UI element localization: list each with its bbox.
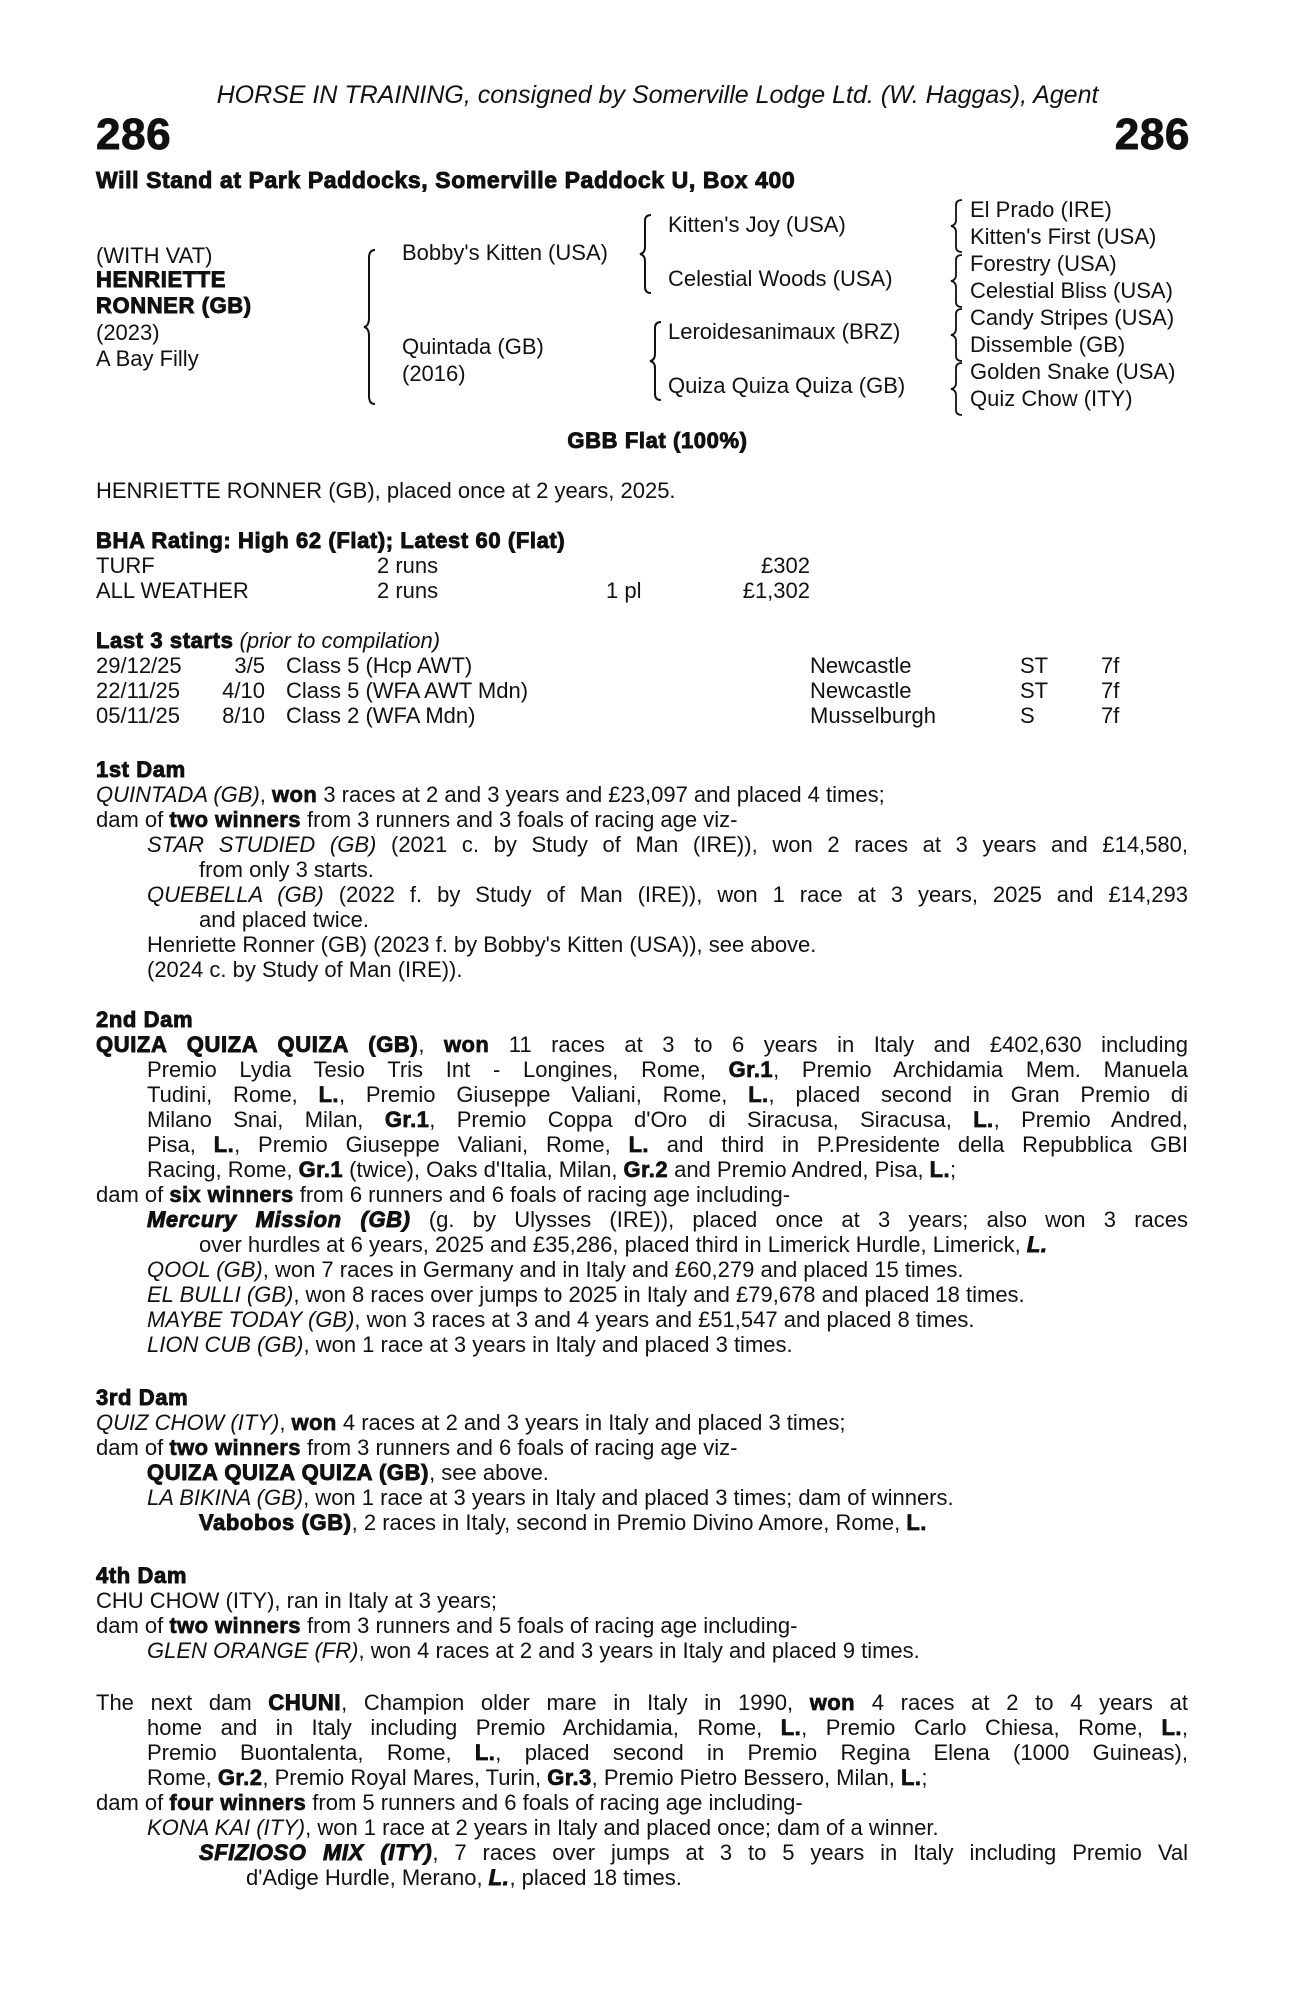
text-segment: , Premio Coppa d'Oro di Siracusa, Siracusa, <box>429 1107 974 1132</box>
progeny-line <box>96 957 1188 982</box>
gen3-brace-3 <box>950 307 964 363</box>
start-going: S <box>1020 703 1035 728</box>
text-segment: QUIZA QUIZA QUIZA (GB) <box>147 1460 430 1485</box>
text-segment: won <box>291 1410 337 1435</box>
gen3-brace-4 <box>950 361 964 417</box>
text-segment: Henriette Ronner (GB) (2023 f. by Bobby's Kitten (USA)), see above. <box>147 932 817 957</box>
text-segment: ; <box>921 1765 928 1790</box>
text-segment: two winners <box>169 1613 301 1638</box>
text-segment: , won 1 race at 3 years in Italy and placed 3 times; dam of winners. <box>303 1485 954 1510</box>
text-segment: L. <box>488 1865 510 1890</box>
text-segment: , placed second in Premio Regina Elena (1000 Guineas), <box>495 1740 1188 1765</box>
progeny-line <box>96 1510 1188 1535</box>
text-segment: dam of <box>96 1613 170 1638</box>
start-distance: 7f <box>1101 703 1120 728</box>
gen3-forestry: Forestry (USA) <box>970 251 1117 276</box>
dam-line-cont <box>96 1157 1188 1182</box>
gen3-kittens-first: Kitten's First (USA) <box>970 224 1157 249</box>
progeny-line <box>96 1815 1188 1840</box>
text-segment: two winners <box>169 807 301 832</box>
text-segment: , Premio Pietro Bessero, Milan, <box>591 1765 901 1790</box>
text-segment: Gr.1 <box>728 1057 774 1082</box>
text-segment: L. <box>628 1132 649 1157</box>
text-segment: dam of <box>96 1790 170 1815</box>
text-segment: L. <box>1026 1232 1048 1257</box>
text-segment: Gr.2 <box>217 1765 263 1790</box>
lot-number-left: 286 <box>96 110 172 159</box>
dam-line-cont <box>96 1107 1188 1132</box>
dam-line <box>96 1790 1188 1815</box>
progeny-line <box>96 1840 1188 1865</box>
text-segment: (2021 c. by Study of Man (IRE)), won 2 races at 3 years and £14,580, <box>376 832 1188 857</box>
text-segment: (2022 f. by Study of Man (IRE)), won 1 race at 3 years, 2025 and £14,293 <box>323 882 1188 907</box>
gen3-golden-snake: Golden Snake (USA) <box>970 359 1176 384</box>
progeny-line-cont <box>96 907 1188 932</box>
text-segment: and Premio Andred, Pisa, <box>667 1157 930 1182</box>
text-segment: won <box>809 1690 855 1715</box>
text-segment: two winners <box>169 1435 301 1460</box>
text-segment: EL BULLI (GB) <box>147 1282 294 1307</box>
text-segment: , Premio Giuseppe Valiani, Rome, <box>338 1082 749 1107</box>
text-segment: The next dam <box>96 1690 269 1715</box>
rating-runs: 2 runs <box>377 578 439 603</box>
dam-line <box>96 1435 1188 1460</box>
text-segment: (2024 c. by Study of Man (IRE)). <box>147 957 463 982</box>
first-dam-section <box>96 757 1188 982</box>
text-segment: , <box>418 1032 444 1057</box>
text-segment: L. <box>906 1510 927 1535</box>
text-segment: six winners <box>169 1182 294 1207</box>
text-segment: KONA KAI (ITY) <box>147 1815 306 1840</box>
progeny-line <box>96 1485 1188 1510</box>
sire-sire: Kitten's Joy (USA) <box>668 212 846 237</box>
dam-line <box>96 782 1188 807</box>
next-dam-section <box>96 1690 1188 1890</box>
progeny-line <box>96 1282 1188 1307</box>
start-race: Class 2 (WFA Mdn) <box>286 703 476 728</box>
dam-sire: Leroidesanimaux (BRZ) <box>668 319 901 344</box>
horse-year: (2023) <box>96 320 160 345</box>
progeny-line-cont <box>96 1865 1188 1890</box>
text-segment: , <box>259 782 273 807</box>
text-segment: home and in Italy including Premio Archidamia, Rome, <box>147 1715 781 1740</box>
rating-surface: TURF <box>96 553 155 578</box>
text-segment: four winners <box>169 1790 307 1815</box>
text-segment: L. <box>973 1107 994 1132</box>
progeny-line <box>96 1638 1188 1663</box>
progeny-line-cont <box>96 1232 1188 1257</box>
lot-number-right: 286 <box>1114 110 1190 159</box>
text-segment: , see above. <box>429 1460 549 1485</box>
text-segment: , won 1 race at 3 years in Italy and placed 3 times. <box>303 1332 793 1357</box>
rating-surface: ALL WEATHER <box>96 578 249 603</box>
text-segment: QUIZ CHOW (ITY) <box>96 1410 280 1435</box>
dam-line <box>96 1182 1188 1207</box>
consignor-line: HORSE IN TRAINING, consigned by Somerville Lodge Ltd. (W. Haggas), Agent <box>216 81 1099 109</box>
text-segment: , won 1 race at 2 years in Italy and placed once; dam of a winner. <box>305 1815 939 1840</box>
start-course: Newcastle <box>810 678 912 703</box>
text-segment: (g. by Ulysses (IRE)), placed once at 3 years; also won 3 races <box>410 1207 1188 1232</box>
gen3-quiz-chow: Quiz Chow (ITY) <box>970 386 1133 411</box>
text-segment: Premio Buontalenta, Rome, <box>147 1740 475 1765</box>
text-segment: , <box>1181 1715 1188 1740</box>
progeny-line <box>96 1460 1188 1485</box>
text-segment: , Premio Andred, <box>993 1107 1188 1132</box>
dam: Quintada (GB) <box>402 334 544 359</box>
dam-line-cont <box>96 1132 1188 1157</box>
second-dam-section <box>96 1007 1188 1357</box>
start-position: 8/10 <box>222 703 265 728</box>
progeny-line-cont <box>96 857 1188 882</box>
text-segment: dam of <box>96 1182 170 1207</box>
text-segment: , placed 18 times. <box>509 1865 682 1890</box>
progeny-line <box>96 1257 1188 1282</box>
bha-rating-heading: BHA Rating: High 62 (Flat); Latest 60 (Flat) <box>96 528 566 553</box>
pedigree-brace <box>362 248 378 406</box>
text-segment: 4 races at 2 to 4 years at <box>855 1690 1188 1715</box>
text-segment: QUEBELLA (GB) <box>147 882 324 907</box>
section-heading: 1st Dam <box>96 757 186 782</box>
start-date: 22/11/25 <box>96 678 181 703</box>
text-segment: (twice), Oaks d'Italia, Milan, <box>343 1157 624 1182</box>
dam-line-cont <box>96 1765 1188 1790</box>
text-segment: , placed second in Gran Premio di <box>768 1082 1188 1107</box>
section-heading: 3rd Dam <box>96 1385 189 1410</box>
text-segment: , 7 races over jumps at 3 to 5 years in Italy including Premio Val <box>432 1840 1188 1865</box>
text-segment: from 3 runners and 6 foals of racing age viz- <box>300 1435 738 1460</box>
text-segment: Gr.3 <box>547 1765 592 1790</box>
text-segment: L. <box>318 1082 339 1107</box>
text-segment: from 3 runners and 3 foals of racing age viz- <box>300 807 738 832</box>
start-date: 05/11/25 <box>96 703 181 728</box>
last-starts-heading: Last 3 starts <box>96 628 234 653</box>
dam-line <box>96 1588 1188 1613</box>
text-segment: over hurdles at 6 years, 2025 and £35,286, placed third in Limerick Hurdle, Limerick, <box>199 1232 1027 1257</box>
section-heading: 2nd Dam <box>96 1007 194 1032</box>
text-segment: CHU CHOW (ITY), ran in Italy at 3 years; <box>96 1588 497 1613</box>
start-distance: 7f <box>1101 678 1120 703</box>
text-segment: , Champion older mare in Italy in 1990, <box>341 1690 810 1715</box>
progeny-line <box>96 1332 1188 1357</box>
text-segment: , <box>279 1410 292 1435</box>
dam-line <box>96 1690 1188 1715</box>
last-starts-heading-line <box>96 628 440 653</box>
stabling-location: Will Stand at Park Paddocks, Somerville Paddock U, Box 400 <box>96 167 796 193</box>
text-segment: Mercury Mission (GB) <box>147 1207 411 1232</box>
text-segment: Tudini, Rome, <box>147 1082 319 1107</box>
dam-line-cont <box>96 1082 1188 1107</box>
text-segment: Gr.1 <box>384 1107 430 1132</box>
dam-year: (2016) <box>402 361 466 386</box>
text-segment: SFIZIOSO MIX (ITY) <box>199 1840 433 1865</box>
text-segment: Gr.2 <box>623 1157 668 1182</box>
text-segment: STAR STUDIED (GB) <box>147 832 377 857</box>
progeny-line <box>96 1207 1188 1232</box>
text-segment: L. <box>474 1740 496 1765</box>
text-segment: Premio Lydia Tesio Tris Int - Longines, Rome, <box>147 1057 729 1082</box>
text-segment: , Premio Carlo Chiesa, Rome, <box>801 1715 1162 1740</box>
text-segment: dam of <box>96 1435 170 1460</box>
text-segment: 4 races at 2 and 3 years in Italy and placed 3 times; <box>336 1410 846 1435</box>
dam-line-cont <box>96 1740 1188 1765</box>
progeny-line <box>96 882 1188 907</box>
horse-name-line1: HENRIETTE <box>96 267 227 292</box>
gen3-dissemble: Dissemble (GB) <box>970 332 1126 357</box>
text-segment: L. <box>748 1082 769 1107</box>
progeny-line <box>96 832 1188 857</box>
text-segment: GLEN ORANGE (FR) <box>147 1638 359 1663</box>
text-segment: L. <box>1161 1715 1182 1740</box>
start-race: Class 5 (WFA AWT Mdn) <box>286 678 529 703</box>
start-going: ST <box>1020 653 1049 678</box>
text-segment: and third in P.Presidente della Repubblica GBI <box>648 1132 1188 1157</box>
rating-placed: 1 pl <box>606 578 642 603</box>
text-segment: Milano Snai, Milan, <box>147 1107 385 1132</box>
text-segment: from 5 runners and 6 foals of racing age including- <box>306 1790 803 1815</box>
text-segment: d'Adige Hurdle, Merano, <box>246 1865 489 1890</box>
text-segment: dam of <box>96 807 170 832</box>
text-segment: , won 3 races at 3 and 4 years and £51,547 and placed 8 times. <box>354 1307 975 1332</box>
rating-earnings: £1,302 <box>742 578 810 603</box>
start-date: 29/12/25 <box>96 653 182 678</box>
progeny-line <box>96 932 1188 957</box>
horse-name-line2: RONNER (GB) <box>96 293 252 318</box>
text-segment: L. <box>900 1765 922 1790</box>
gen3-candy-stripes: Candy Stripes (USA) <box>970 305 1175 330</box>
fourth-dam-section <box>96 1563 1188 1663</box>
text-segment: L. <box>213 1132 235 1157</box>
dam-line <box>96 1613 1188 1638</box>
text-segment: CHUNI <box>268 1690 342 1715</box>
start-course: Newcastle <box>810 653 912 678</box>
text-segment: Pisa, <box>147 1132 214 1157</box>
text-segment: , 2 races in Italy, second in Premio Divino Amore, Rome, <box>351 1510 907 1535</box>
third-dam-section <box>96 1385 1188 1535</box>
gbb-flat-label: GBB Flat (100%) <box>567 428 748 453</box>
last-starts-note: (prior to compilation) <box>239 628 441 653</box>
horse-description: A Bay Filly <box>96 346 199 371</box>
text-segment: L. <box>929 1157 951 1182</box>
text-segment: LION CUB (GB) <box>147 1332 304 1357</box>
text-segment: , Premio Giuseppe Valiani, Rome, <box>234 1132 629 1157</box>
progeny-line <box>96 1307 1188 1332</box>
text-segment: L. <box>780 1715 802 1740</box>
text-segment: Racing, Rome, <box>147 1157 299 1182</box>
text-segment: from 3 runners and 5 foals of racing age including- <box>300 1613 798 1638</box>
dam-brace <box>648 320 664 402</box>
text-segment: Vabobos (GB) <box>199 1510 352 1535</box>
text-segment: , won 4 races at 2 and 3 years in Italy and placed 9 times. <box>358 1638 920 1663</box>
dam-line-cont <box>96 1715 1188 1740</box>
text-segment: 3 races at 2 and 3 years and £23,097 and placed 4 times; <box>317 782 885 807</box>
section-heading: 4th Dam <box>96 1563 187 1588</box>
start-going: ST <box>1020 678 1049 703</box>
gen3-celestial-bliss: Celestial Bliss (USA) <box>970 278 1173 303</box>
text-segment: from 6 runners and 6 foals of racing age including- <box>293 1182 791 1207</box>
text-segment: , won 8 races over jumps to 2025 in Italy and £79,678 and placed 18 times. <box>293 1282 1025 1307</box>
start-course: Musselburgh <box>810 703 936 728</box>
text-segment: won <box>443 1032 490 1057</box>
text-segment: , Premio Royal Mares, Turin, <box>262 1765 548 1790</box>
rating-runs: 2 runs <box>377 553 439 578</box>
text-segment: , Premio Archidamia Mem. Manuela <box>773 1057 1188 1082</box>
text-segment: from only 3 starts. <box>199 857 374 882</box>
dam-line <box>96 1410 1188 1435</box>
dam-dam: Quiza Quiza Quiza (GB) <box>668 373 906 398</box>
start-position: 4/10 <box>222 678 265 703</box>
text-segment: ; <box>950 1157 957 1182</box>
start-distance: 7f <box>1101 653 1120 678</box>
text-segment: Rome, <box>147 1765 218 1790</box>
sire-brace <box>638 213 654 295</box>
text-segment: MAYBE TODAY (GB) <box>147 1307 355 1332</box>
gen3-brace-2 <box>950 253 964 309</box>
text-segment: , won 7 races in Germany and in Italy and £60,279 and placed 15 times. <box>262 1257 964 1282</box>
sire: Bobby's Kitten (USA) <box>402 240 608 265</box>
text-segment: and placed twice. <box>199 907 369 932</box>
text-segment: won <box>272 782 318 807</box>
dam-line-cont <box>96 1057 1188 1082</box>
text-segment: QUINTADA (GB) <box>96 782 260 807</box>
text-segment: Gr.1 <box>298 1157 344 1182</box>
start-position: 3/5 <box>234 653 265 678</box>
text-segment: LA BIKINA (GB) <box>147 1485 304 1510</box>
gen3-el-prado: El Prado (IRE) <box>970 197 1112 222</box>
sire-dam: Celestial Woods (USA) <box>668 266 893 291</box>
text-segment: QOOL (GB) <box>147 1257 263 1282</box>
vat-note: (WITH VAT) <box>96 243 213 268</box>
text-segment: QUIZA QUIZA QUIZA (GB) <box>96 1032 419 1057</box>
start-race: Class 5 (Hcp AWT) <box>286 653 473 678</box>
race-summary: HENRIETTE RONNER (GB), placed once at 2 years, 2025. <box>96 478 676 503</box>
text-segment: 11 races at 3 to 6 years in Italy and £402,630 including <box>489 1032 1188 1057</box>
dam-line <box>96 1032 1188 1057</box>
rating-earnings: £302 <box>761 553 810 578</box>
dam-line <box>96 807 1188 832</box>
gen3-brace-1 <box>950 198 964 254</box>
